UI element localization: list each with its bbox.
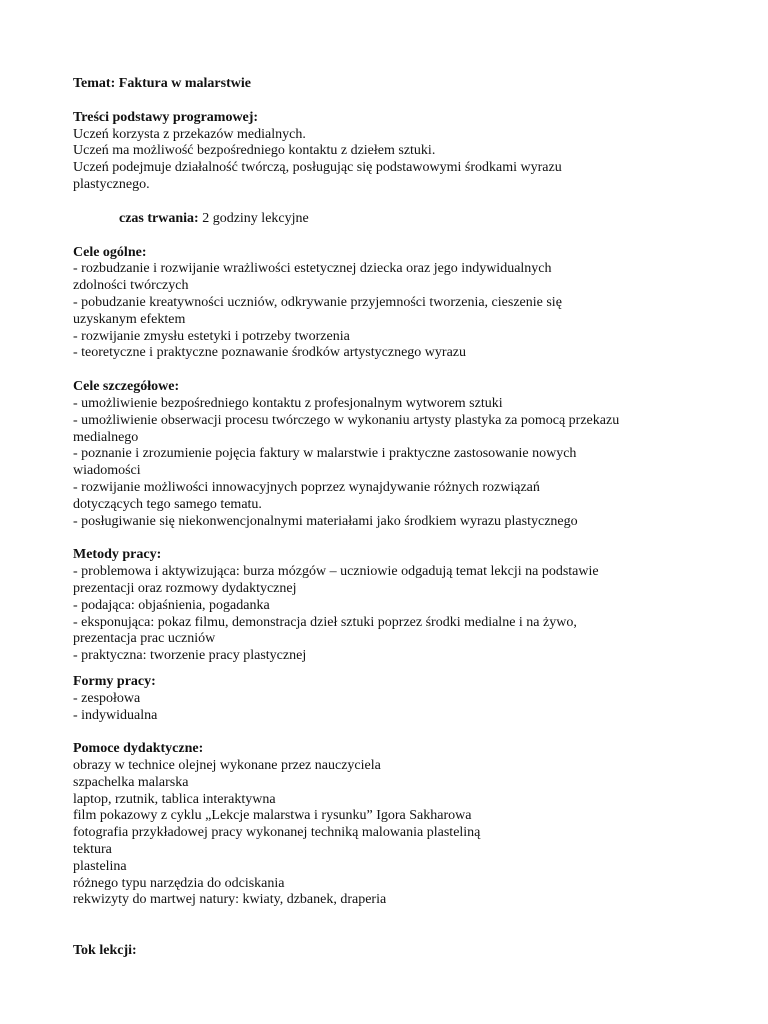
duration-value: 2 godziny lekcyjne — [202, 210, 309, 226]
formy-line: - zespołowa — [73, 690, 141, 706]
pomoce-line: laptop, rzutnik, tablica interaktywna — [73, 791, 276, 807]
section-cele-szczegolowe — [73, 379, 673, 530]
cele-ogolne-heading: Cele ogólne: — [73, 244, 147, 260]
cele-ogolne-line: zdolności twórczych — [73, 278, 189, 294]
formy-line: - indywidualna — [73, 707, 158, 723]
title-text: Faktura w malarstwie — [118, 76, 251, 91]
cele-szczegolowe-line: wiadomości — [73, 463, 141, 479]
pomoce-line: szpachelka malarska — [73, 774, 189, 790]
pomoce-line: różnego typu narzędzia do odciskania — [73, 875, 285, 891]
cele-szczegolowe-line: - umożliwienie bezpośredniego kontaktu z profesjonalnym wytworem sztuki — [73, 395, 503, 411]
tok-lekcji-heading: Tok lekcji: — [73, 943, 137, 959]
metody-line: - problemowa i aktywizująca: burza mózgów – uczniowie odgadują temat lekcji na podstawie — [73, 564, 599, 580]
pomoce-heading: Pomoce dydaktyczne: — [73, 741, 204, 757]
tresci-line: Uczeń korzysta z przekazów medialnych. — [73, 126, 306, 142]
pomoce-line: film pokazowy z cyklu „Lekcje malarstwa i rysunku” Igora Sakharowa — [73, 808, 472, 824]
metody-line: - eksponująca: pokaz filmu, demonstracja dzieł sztuki poprzez środki medialne i na żywo, — [73, 614, 577, 630]
cele-szczegolowe-line: - posługiwanie się niekonwencjonalnymi materiałami jako środkiem wyrazu plastycznego — [73, 513, 578, 529]
pomoce-line: rekwizyty do martwej natury: kwiaty, dzbanek, draperia — [73, 892, 387, 908]
section-tresci — [73, 110, 673, 194]
cele-szczegolowe-line: - umożliwienie obserwacji procesu twórczego w wykonaniu artysty plastyka za pomocą przekazu — [73, 412, 620, 428]
pomoce-line: tektura — [73, 842, 112, 858]
cele-szczegolowe-heading: Cele szczegółowe: — [73, 379, 180, 395]
tresci-line: Uczeń podejmuje działalność twórczą, posługując się podstawowymi środkami wyrazu — [73, 160, 562, 176]
section-pomoce — [73, 741, 673, 909]
metody-line: - praktyczna: tworzenie pracy plastycznej — [73, 648, 307, 664]
cele-szczegolowe-line: - rozwijanie możliwości innowacyjnych poprzez wynajdywanie różnych rozwiązań — [73, 479, 540, 495]
lesson-plan — [73, 76, 673, 960]
cele-szczegolowe-line: - poznanie i zrozumienie pojęcia faktury w malarstwie i praktyczne zastosowanie nowych — [73, 446, 577, 462]
metody-line: prezentacja prac uczniów — [73, 631, 216, 647]
pomoce-line: fotografia przykładowej pracy wykonanej techniką malowania plasteliną — [73, 825, 481, 841]
cele-ogolne-line: uzyskanym efektem — [73, 311, 186, 327]
pomoce-line: plastelina — [73, 858, 127, 874]
cele-ogolne-line: - rozwijanie zmysłu estetyki i potrzeby tworzenia — [73, 328, 350, 344]
cele-szczegolowe-line: medialnego — [73, 429, 139, 445]
cele-szczegolowe-line: dotyczących tego samego tematu. — [73, 496, 262, 512]
tresci-line: Uczeń ma możliwość bezpośredniego kontaktu z dziełem sztuki. — [73, 143, 436, 159]
metody-line: - podająca: objaśnienia, pogadanka — [73, 597, 270, 613]
cele-ogolne-line: - pobudzanie kreatywności uczniów, odkrywanie przyjemności tworzenia, cieszenie się — [73, 294, 562, 310]
section-formy — [73, 674, 673, 724]
cele-ogolne-line: - teoretyczne i praktyczne poznawanie środków artystycznego wyrazu — [73, 345, 466, 361]
pomoce-line: obrazy w technice olejnej wykonane przez nauczyciela — [73, 758, 381, 774]
tresci-line: plastycznego. — [73, 176, 150, 192]
section-cele-ogolne — [73, 245, 673, 363]
title-label: Temat: — [73, 76, 116, 91]
page-title — [73, 76, 673, 93]
duration-line — [73, 211, 673, 228]
duration-label: czas trwania: — [119, 210, 199, 226]
metody-heading: Metody pracy: — [73, 547, 162, 563]
formy-heading: Formy pracy: — [73, 673, 156, 689]
tresci-heading: Treści podstawy programowej: — [73, 109, 259, 125]
cele-ogolne-line: - rozbudzanie i rozwijanie wrażliwości estetycznej dziecka oraz jego indywidualnych — [73, 261, 552, 277]
metody-line: prezentacji oraz rozmowy dydaktycznej — [73, 580, 297, 596]
section-metody — [73, 547, 673, 665]
